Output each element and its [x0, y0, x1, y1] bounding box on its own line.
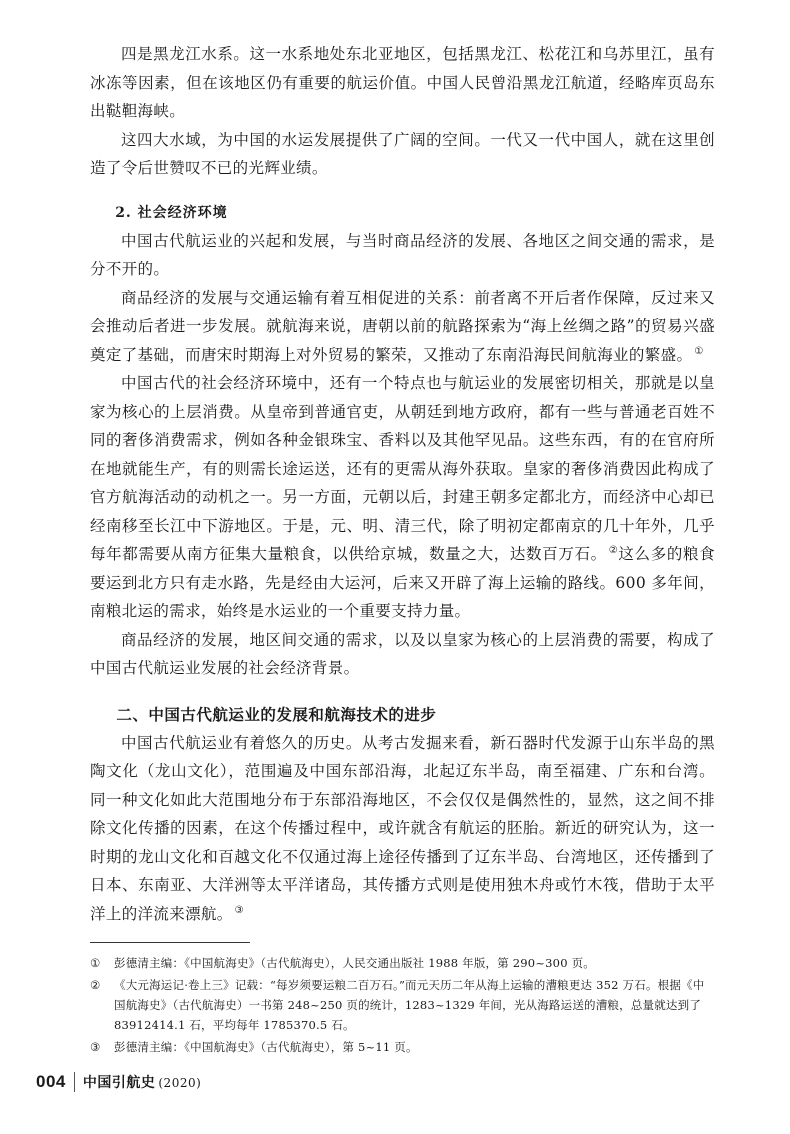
paragraph-text: 这么多的粮食要运到北方只有走水路，先是经由大运河，后来又开辟了海上运输的路线。600 多年间，南粮北运的需求，始终是水运业的一个重要支持力量。 — [90, 545, 716, 620]
footnote-ref[interactable]: ② — [608, 545, 619, 556]
footnote — [90, 953, 715, 973]
journal-title — [75, 1072, 201, 1092]
section-heading: 二、中国古代航运业的发展和航海技术的进步 — [116, 704, 437, 724]
journal-year: (2020) — [158, 1076, 202, 1090]
subsection-heading: 2. 社会经济环境 — [115, 204, 228, 221]
paragraph: 这四大水域，为中国的水运发展提供了广阔的空间。一代又一代中国人，就在这里创造了令后世赞叹不已的光辉业绩。 — [90, 130, 715, 177]
paragraph — [90, 729, 715, 929]
footnote-mark: ② — [90, 978, 101, 992]
page-number: 004 — [36, 1072, 75, 1092]
footnote-mark: ③ — [90, 1040, 101, 1054]
journal-name: 中国引航史 — [82, 1075, 156, 1091]
paragraph-text: 商品经济的发展与交通运输有着互相促进的关系：前者离不开后者作保障，反过来又会推动后者进一步发展。就航海来说，唐朝以前的航路探索为“海上丝绸之路”的贸易兴盛奠定了基础，而唐宋时期海上对外贸易的繁荣，又推动了东南沿海民间航海业的繁盛。 — [90, 288, 715, 364]
paragraph — [90, 284, 715, 370]
footnote-ref[interactable]: ③ — [234, 904, 244, 916]
footnote-ref[interactable]: ① — [694, 345, 704, 357]
paragraph — [90, 369, 715, 626]
footnote-mark: ① — [90, 956, 101, 970]
page-footer — [36, 1070, 201, 1094]
paragraph: 商品经济的发展，地区间交通的需求，以及以皇家为核心的上层消费的需要，构成了中国古代航运业发展的社会经济背景。 — [90, 630, 715, 677]
footnote — [90, 1037, 715, 1057]
paragraph: 中国古代航运业的兴起和发展，与当时商品经济的发展、各地区之间交通的需求，是分不开的。 — [90, 231, 715, 278]
footnote-text: 彭德清主编：《中国航海史》（古代航海史），人民交通出版社 1988 年版，第 290~300 页。 — [114, 956, 595, 970]
footnote — [90, 975, 715, 1035]
page-content — [90, 40, 715, 1059]
paragraph-text: 中国古代的社会经济环境中，还有一个特点也与航运业的发展密切相关，那就是以皇家为核心的上层消费。从皇帝到普通官吏，从朝廷到地方政府，都有一些与普通老百姓不同的奢侈消费需求，例如各种金银珠宝、香料以及其他罕见品。这些东西，有的在官府所在地就能生产，有的则需长途运送，还有的更需从海外获取。皇家的奢侈消费因此构成了官方航海活动的动机之一。另一方面，元朝以后，封建王朝多定都北方，而经济中心却已经南移至长江中下游地区。于是，元、明、清三代，除了明初定都南京的几十年外，几乎每年都需要从南方征集大量粮食，以供给京城，数量之大，达数百万石。 — [90, 374, 715, 563]
footnote-divider — [90, 942, 250, 943]
paragraph-text: 中国古代航运业有着悠久的历史。从考古发掘来看，新石器时代发源于山东半岛的黑陶文化（龙山文化），范围遍及中国东部沿海，北起辽东半岛，南至福建、广东和台湾。同一种文化如此大范围地分布于东部沿海地区，不会仅仅是偶然性的，显然，这之间不排除文化传播的因素，在这个传播过程中，或许就含有航运的胚胎。新近的研究认为，这一时期的龙山文化和百越文化不仅通过海上途径传播到了辽东半岛、台湾地区，还传播到了日本、东南亚、大洋洲等太平洋诸岛，其传播方式则是使用独木舟或竹木筏，借助于太平洋上的洋流来漂航。 — [90, 733, 715, 923]
paragraph: 四是黑龙江水系。这一水系地处东北亚地区，包括黑龙江、松花江和乌苏里江，虽有冰冻等因素，但在该地区仍有重要的航运价值。中国人民曾沿黑龙江航道，经略库页岛东出鞑靼海峡。 — [90, 45, 715, 120]
footnote-text: 《大元海运记·卷上三》记载：“每岁须要运粮二百万石。”而元天历二年从海上运输的漕粮更达 352 万石。根据《中国航海史》（古代航海史）一书第 248~250 页的统计，1283~1329 年间，光从海路运送的漕粮，总量就达到了 83912414.1 石，平均每年 1785370.5 石。 — [114, 978, 705, 1032]
footnote-text: 彭德清主编：《中国航海史》（古代航海史），第 5~11 页。 — [114, 1040, 418, 1054]
